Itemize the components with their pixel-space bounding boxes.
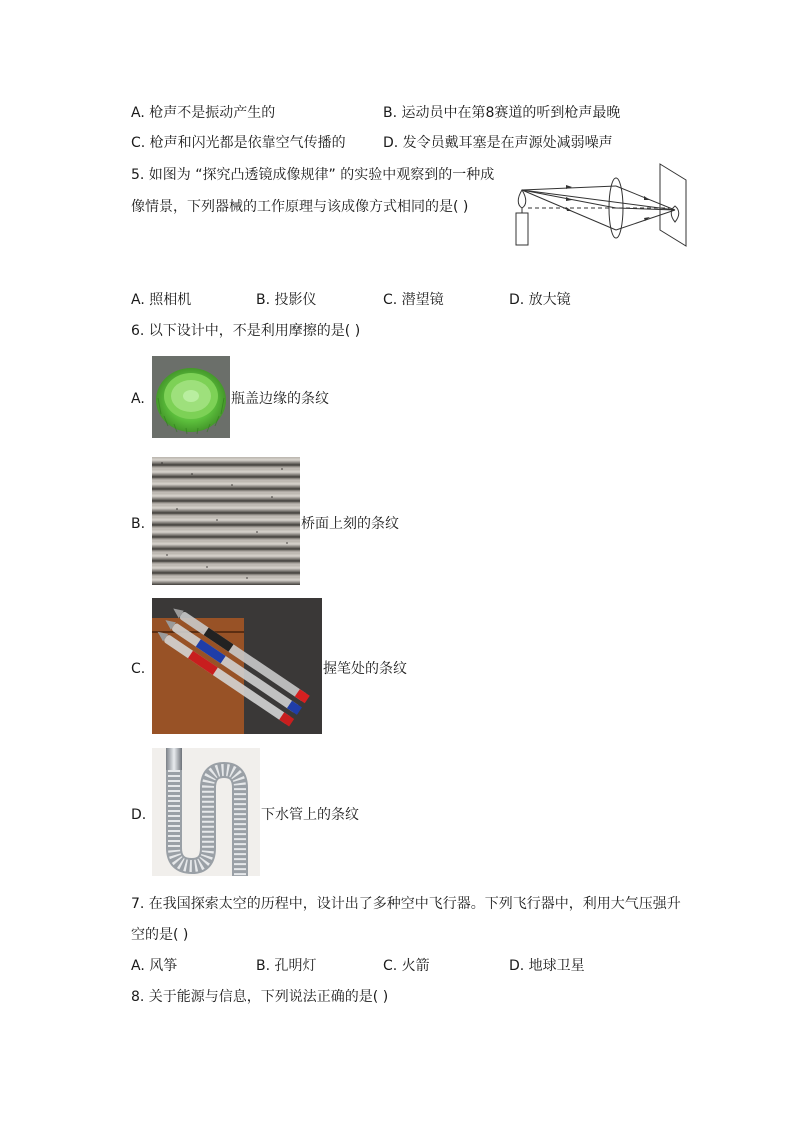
- q4-option-c: C. 枪声和闪光都是依靠空气传播的: [131, 135, 346, 151]
- q5-option-b: B. 投影仪: [256, 292, 317, 308]
- bottle-cap-image: [152, 356, 230, 438]
- q5-option-d: D. 放大镜: [509, 292, 571, 308]
- inverted-image: [671, 206, 679, 222]
- q4-option-a: A. 枪声不是振动产生的: [131, 105, 276, 121]
- q4-option-d: D. 发令员戴耳塞是在声源处减弱噪声: [383, 135, 613, 151]
- q5-option-c: C. 潜望镜: [383, 292, 444, 308]
- candle-body: [516, 213, 528, 245]
- q7-stem-line1: 7. 在我国探索太空的历程中，设计出了多种空中飞行器。下列飞行器中，利用大气压强升: [131, 896, 681, 912]
- q6-option-c-letter: C.: [131, 661, 146, 677]
- q5-stem-line1: 5. 如图为 “探究凸透镜成像规律” 的实验中观察到的一种成: [131, 167, 495, 183]
- bridge-stripes-image: [152, 457, 300, 585]
- q6-option-a-text: 瓶盖边缘的条纹: [231, 391, 329, 407]
- convex-lens-diagram: [510, 160, 696, 250]
- q5-option-a: A. 照相机: [131, 292, 192, 308]
- q6-option-b-letter: B.: [131, 516, 146, 532]
- pens-image: [152, 598, 322, 734]
- q5-stem-line2: 像情景，下列器械的工作原理与该成像方式相同的是( ): [131, 199, 469, 215]
- q6-option-c-text: 握笔处的条纹: [323, 661, 407, 677]
- q6-option-a-letter: A.: [131, 391, 145, 407]
- q7-stem-line2: 空的是( ): [131, 927, 189, 943]
- q6-stem: 6. 以下设计中，不是利用摩擦的是( ): [131, 323, 361, 339]
- q7-option-a: A. 风筝: [131, 958, 178, 974]
- q7-option-b: B. 孔明灯: [256, 958, 317, 974]
- q6-option-d-text: 下水管上的条纹: [261, 807, 359, 823]
- q7-option-c: C. 火箭: [383, 958, 430, 974]
- candle-flame: [518, 190, 526, 208]
- q6-option-b-text: 桥面上刻的条纹: [301, 516, 399, 532]
- q6-option-d-letter: D.: [131, 807, 147, 823]
- q8-stem: 8. 关于能源与信息，下列说法正确的是( ): [131, 989, 389, 1005]
- q4-option-b: B. 运动员中在第8赛道的听到枪声最晚: [383, 105, 621, 121]
- drain-pipe-image: [152, 748, 260, 876]
- q7-option-d: D. 地球卫星: [509, 958, 585, 974]
